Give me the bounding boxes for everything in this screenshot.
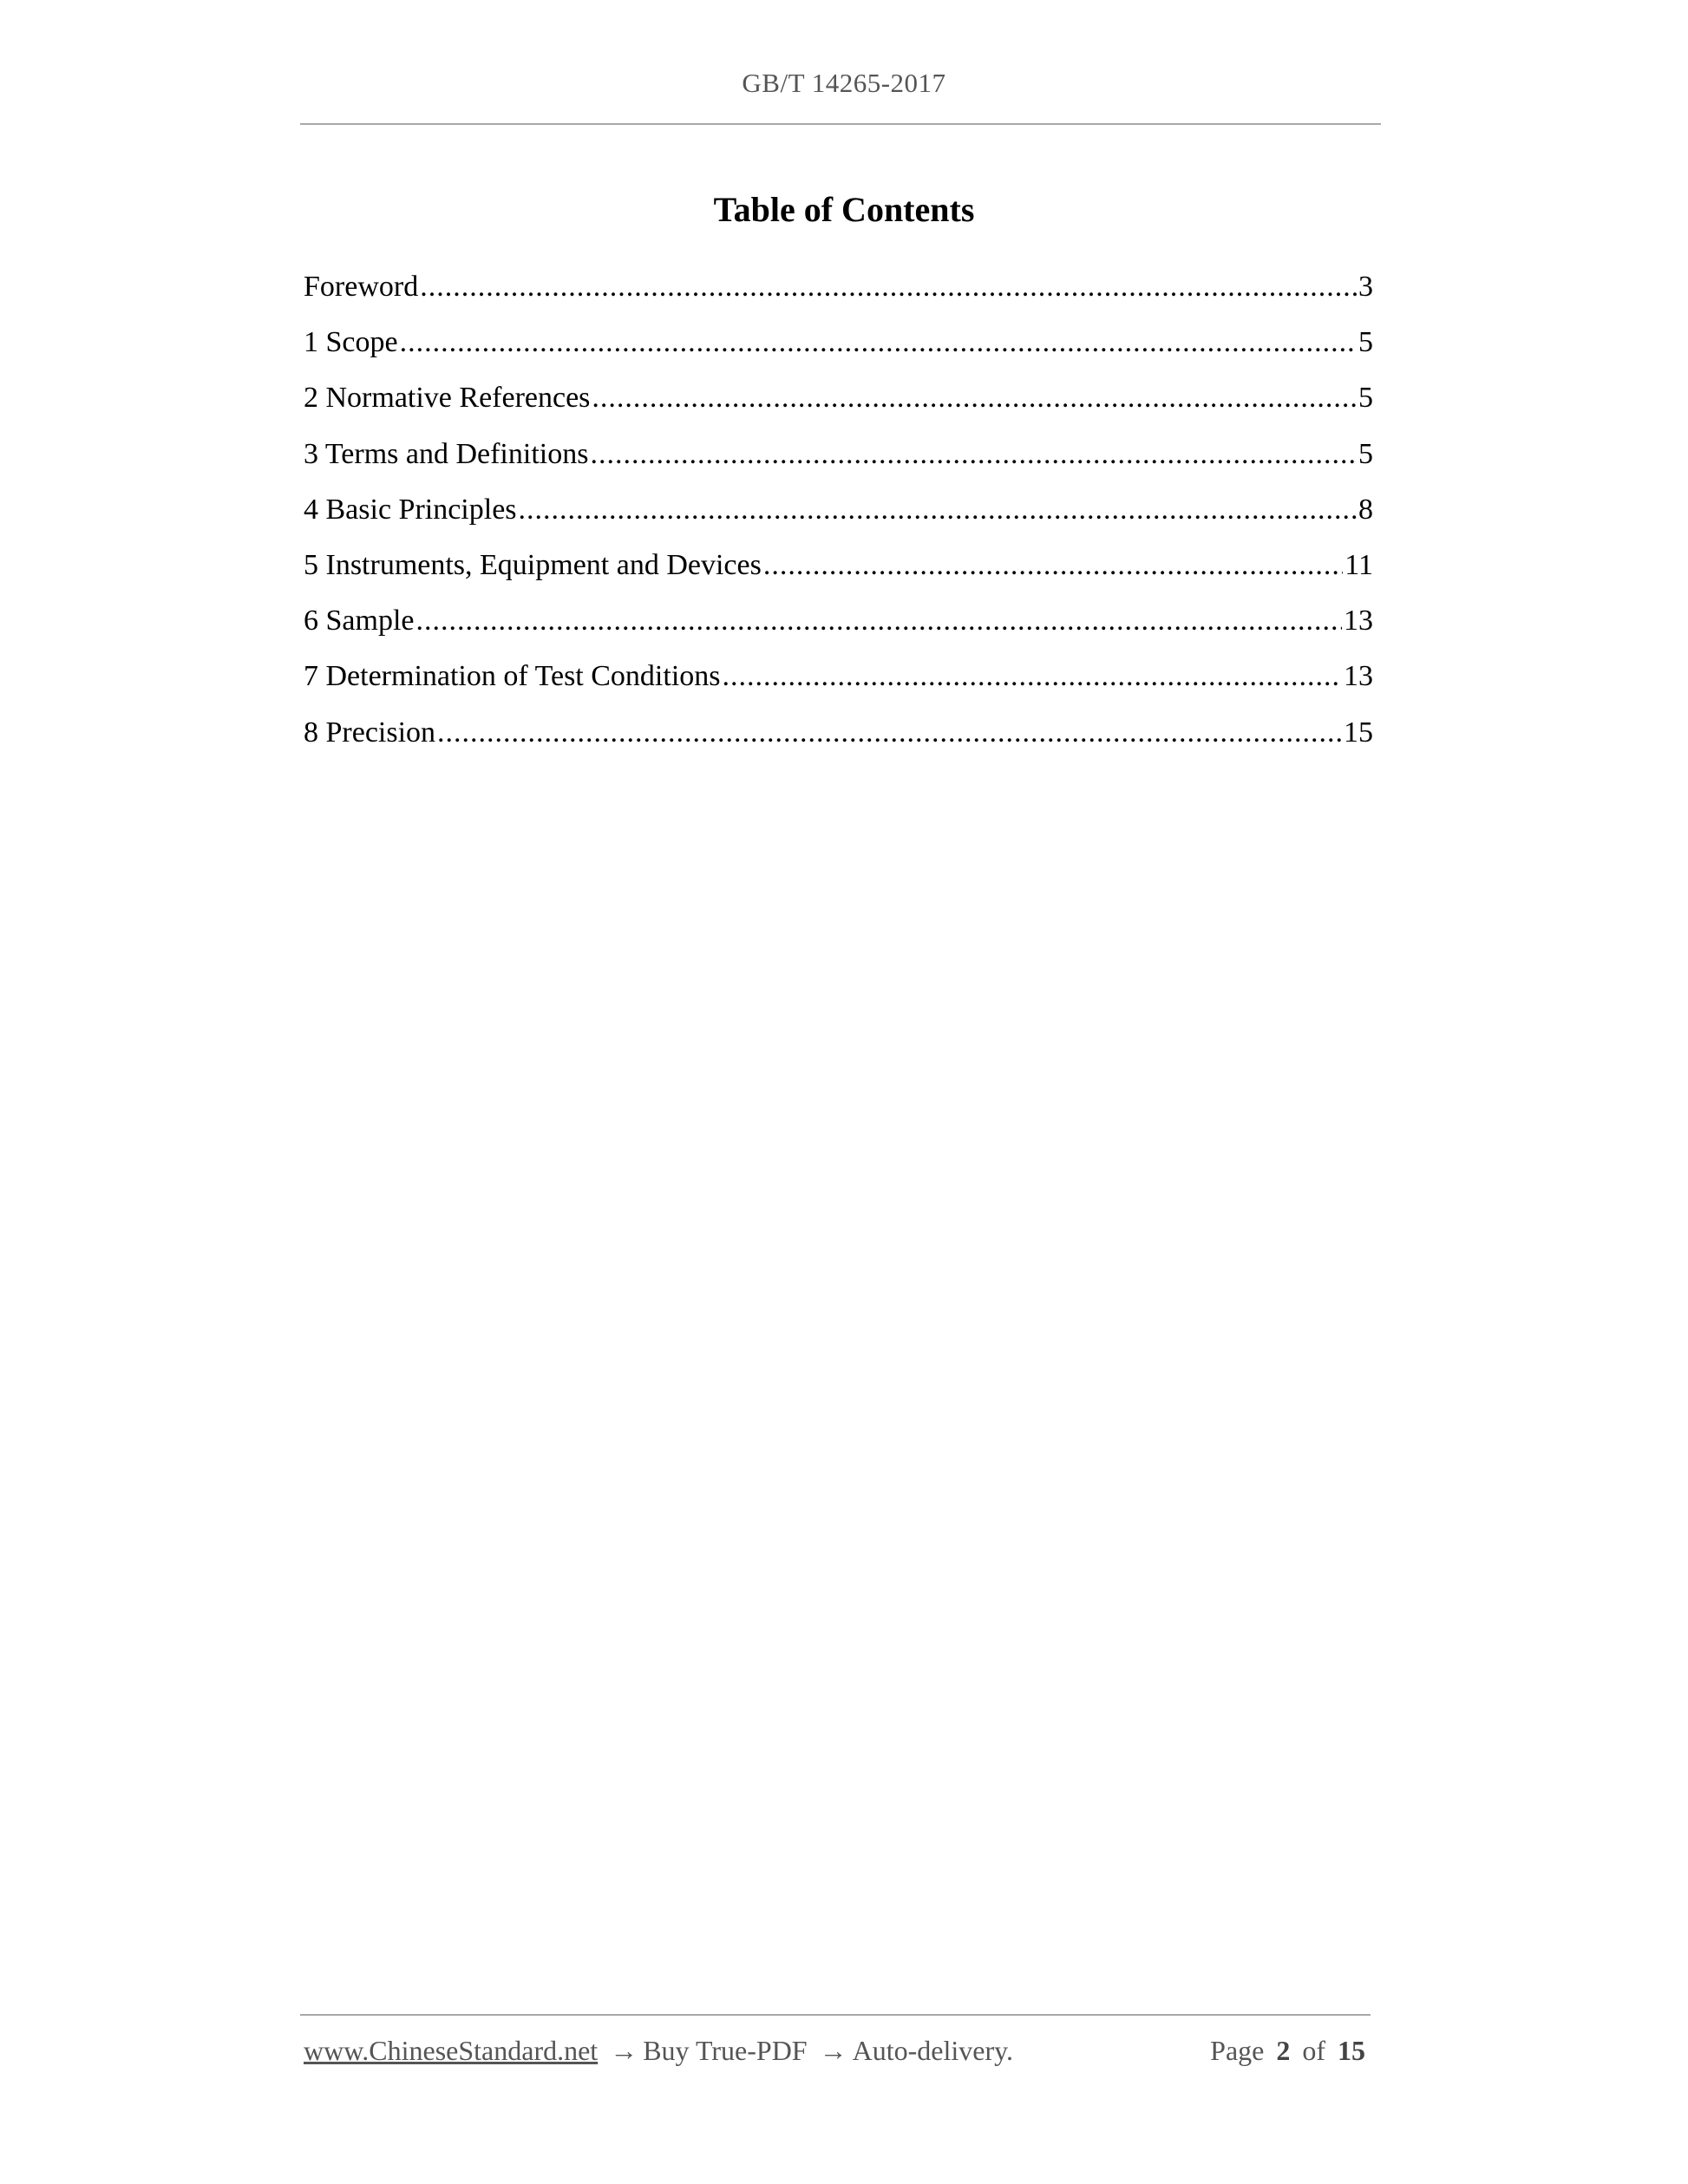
toc-entry-page: 13 [1344, 660, 1373, 693]
of-word: of [1302, 2035, 1325, 2066]
toc-dot-leader [723, 655, 1343, 698]
toc-title: Table of Contents [713, 190, 975, 229]
arrow-right-icon: → [819, 2035, 847, 2066]
toc-dot-leader [415, 599, 1342, 643]
toc-entry-label: 5 Instruments, Equipment and Devices [304, 548, 762, 581]
toc-dot-leader [590, 433, 1357, 476]
toc-entry-normative-references[interactable] [304, 376, 1373, 432]
toc-dot-leader [763, 544, 1343, 587]
toc-entry-basic-principles[interactable] [304, 488, 1373, 544]
toc-entry-page: 11 [1345, 548, 1373, 581]
toc-entry-label: 4 Basic Principles [304, 493, 517, 526]
toc-dot-leader [592, 376, 1357, 420]
toc-entry-label: 3 Terms and Definitions [304, 437, 589, 470]
toc-dot-leader [400, 321, 1357, 364]
toc-entry-page: 13 [1344, 605, 1373, 638]
toc-entry-label: 6 Sample [304, 605, 415, 638]
toc-entry-page: 5 [1358, 437, 1373, 470]
toc-entry-precision[interactable] [304, 711, 1373, 767]
toc-entry-label: 1 Scope [304, 326, 398, 359]
toc-dot-leader [519, 488, 1357, 532]
toc-entry-sample[interactable] [304, 599, 1373, 655]
toc-list [304, 265, 1373, 767]
toc-entry-instruments[interactable] [304, 544, 1373, 599]
toc-entry-page: 5 [1358, 382, 1373, 415]
toc-dot-leader [437, 711, 1342, 755]
total-page-count: 15 [1338, 2035, 1365, 2066]
toc-entry-label: 2 Normative References [304, 382, 591, 415]
page-word: Page [1210, 2035, 1265, 2066]
auto-delivery-text: Auto-delivery. [852, 2035, 1014, 2066]
site-link[interactable]: www.ChineseStandard.net [304, 2035, 599, 2066]
toc-entry-foreword[interactable] [304, 265, 1373, 321]
footer-divider [300, 2014, 1371, 2016]
toc-entry-page: 8 [1358, 493, 1373, 526]
current-page-number: 2 [1276, 2035, 1291, 2066]
toc-entry-page: 15 [1344, 716, 1373, 749]
toc-entry-page: 5 [1358, 326, 1373, 359]
toc-entry-label: 7 Determination of Test Conditions [304, 660, 721, 693]
toc-dot-leader [420, 265, 1357, 309]
toc-entry-terms-and-definitions[interactable] [304, 433, 1373, 488]
arrow-right-icon: → [610, 2035, 638, 2066]
page-indicator [1210, 2035, 1365, 2067]
footer-promo [304, 2035, 1013, 2067]
toc-entry-test-conditions[interactable] [304, 655, 1373, 710]
toc-entry-scope[interactable] [304, 321, 1373, 376]
buy-true-pdf-text: Buy True-PDF [643, 2035, 808, 2066]
toc-entry-label: 8 Precision [304, 716, 436, 749]
header-divider [300, 123, 1381, 125]
document-code-header: GB/T 14265-2017 [742, 68, 946, 98]
toc-entry-page: 3 [1358, 271, 1373, 303]
toc-entry-label: Foreword [304, 271, 419, 303]
